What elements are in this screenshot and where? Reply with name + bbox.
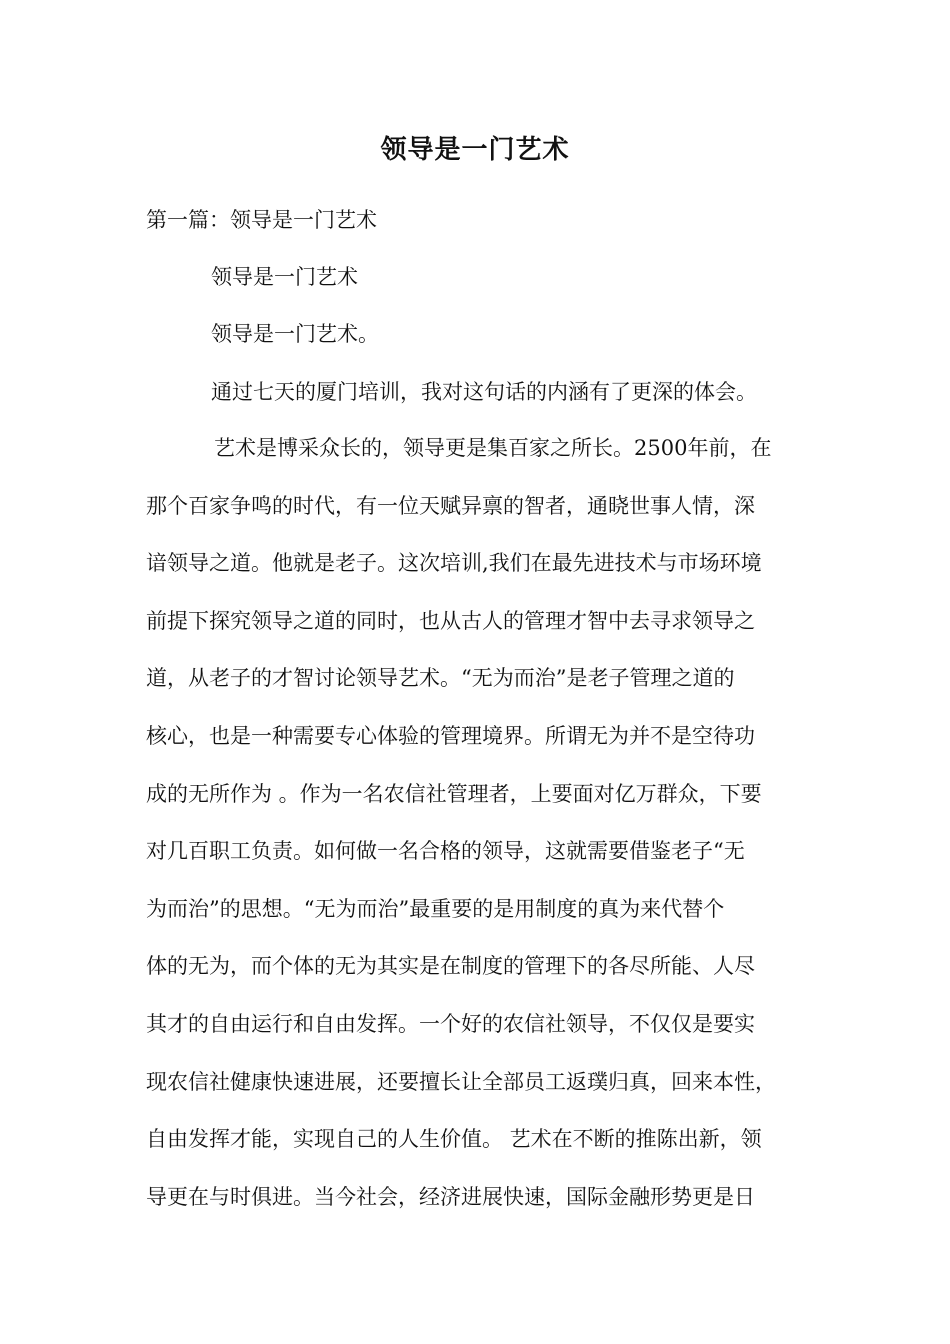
body-paragraph: [146, 432, 826, 1238]
body-line: 前提下探究领导之道的同时，也从古人的管理才智中去寻求领导之: [146, 608, 755, 633]
body-line: 那个百家争鸣的时代，有一位天赋异禀的智者，通晓世事人情，深: [146, 493, 755, 518]
body-line: 道，从老子的才智讨论领导艺术。“无为而治”是老子管理之道的: [146, 666, 735, 691]
paragraph-3: 通过七天的厦门培训，我对这句话的内涵有了更深的体会。: [211, 380, 757, 404]
paragraph-1: 领导是一门艺术: [211, 265, 358, 289]
body-line: 成的无所作为 。作为一名农信社管理者，上要面对亿万群众，下要: [146, 781, 762, 806]
body-line: 对几百职工负责。如何做一名合格的领导，这就需要借鉴老子“无: [146, 839, 745, 864]
body-line: 核心，也是一种需要专心体验的管理境界。所谓无为并不是空待功: [146, 723, 755, 748]
section-heading: 第一篇：领导是一门艺术: [146, 208, 377, 232]
body-line: 现农信社健康快速进展，还要擅长让全部员工返璞归真，回来本性，: [146, 1069, 776, 1094]
document-title: 领导是一门艺术: [380, 135, 570, 165]
body-line: 艺术是博采众长的，领导更是集百家之所长。2500年前，在: [214, 436, 772, 460]
body-line: 其才的自由运行和自由发挥。一个好的农信社领导，不仅仅是要实: [146, 1011, 755, 1036]
body-line: 自由发挥才能，实现自己的人生价值。 艺术在不断的推陈出新，领: [146, 1127, 762, 1152]
body-line: 谙领导之道。他就是老子。这次培训,我们在最先进技术与市场环境: [146, 551, 762, 576]
paragraph-2: 领导是一门艺术。: [211, 322, 379, 346]
body-line: 为而治”的思想。“无为而治”最重要的是用制度的真为来代替个: [146, 896, 725, 921]
body-line: 体的无为，而个体的无为其实是在制度的管理下的各尽所能、人尽: [146, 954, 755, 979]
body-line: 导更在与时俱进。当今社会，经济进展快速，国际金融形势更是日: [146, 1184, 755, 1209]
